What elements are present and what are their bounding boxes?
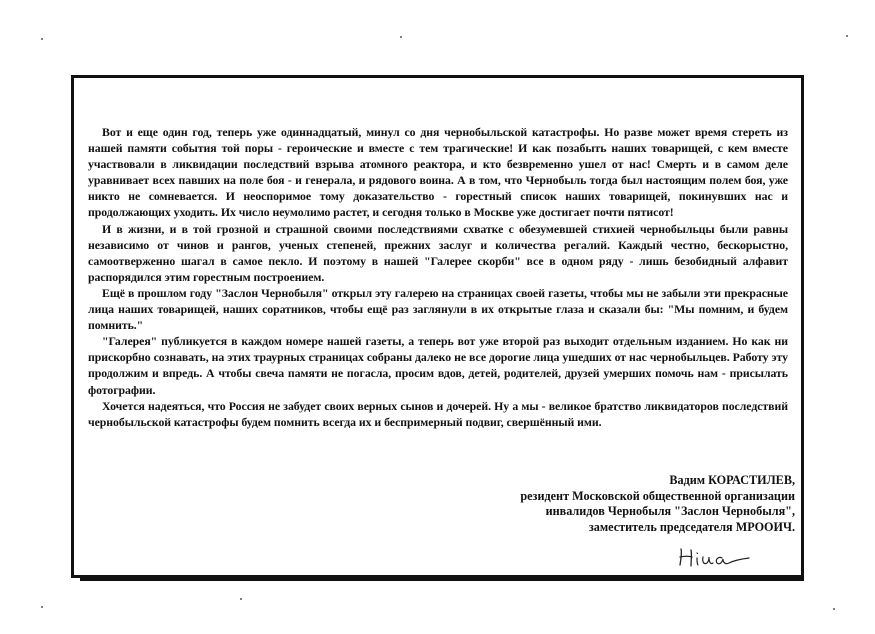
paragraph: "Галерея" публикуется в каждом номере нашей газеты, а теперь вот уже второй раз выходит отдельным изданием. Но как ни прискорбно сознавать, на этих траурных страницах собраны далеко не все дорогие лица ушедших от нас чернобыльцев. Работу эту продолжим и впредь. А чтобы свеча памяти не погасла, просим вдов, детей, родителей, друзей умерших помочь нам - присылать фотографии. bbox=[88, 334, 788, 397]
paragraph: И в жизни, и в той грозной и страшной своими последствиями схватке с обезумевшей стихией чернобыльцы были равны независимо от чинов и рангов, ученых степеней, прежних заслуг и количества регалий. Каждый честно, бескорыстно, самоотверженно шагал в самое пекло. И поэтому в нашей "Галерее скорби" все в одном ряду - лишь безобидный алфавит распорядился этим горестным построением. bbox=[88, 221, 788, 284]
scan-speck bbox=[240, 598, 242, 600]
author-title-line: инвалидов Чернобыля "Заслон Чернобыля", bbox=[545, 504, 795, 519]
author-name: Вадим КОРАСТИЛЕВ, bbox=[669, 473, 795, 487]
scan-speck bbox=[41, 606, 43, 608]
scan-speck bbox=[846, 35, 848, 37]
author-title-line: заместитель председателя МРООИЧ. bbox=[588, 519, 795, 534]
scan-speck bbox=[41, 38, 43, 40]
signature-block bbox=[435, 473, 795, 535]
author-title-line: резидент Московской общественной организации bbox=[520, 488, 795, 503]
letter-body bbox=[88, 124, 788, 430]
scan-speck bbox=[833, 608, 835, 610]
paragraph: Вот и еще один год, теперь уже одиннадцатый, минул со дня чернобыльской катастрофы. Но разве может время стереть из нашей памяти события той поры - героические и вместе с тем трагические! И как позабыть наших товарищей, с кем вместе участвовали в ликвидации последствий взрыва атомного реактора, и кто безвременно ушел от нас! Смерть и в самом деле уравнивает всех павших на поле боя - и генерала, и рядового воина. А в том, что Чернобыль тогда был настоящим полем боя, уже никто не сомневается. И неоспоримое тому доказательство - горестный список наших товарищей, покинувших нас и продолжающих уходить. Их число неумолимо растет, и сегодня только в Москве уже достигает почти пятисот! bbox=[88, 125, 788, 220]
paragraph: Хочется надеяться, что Россия не забудет своих верных сынов и дочерей. Ну а мы - великое братство ликвидаторов последствий чернобыльской катастрофы будем помнить всегда их и беспримерный подвиг, свершённый ими. bbox=[88, 398, 788, 429]
scan-speck bbox=[400, 36, 402, 38]
handwritten-signature bbox=[675, 543, 755, 569]
paragraph: Ещё в прошлом году "Заслон Чернобыля" открыл эту галерею на страницах своей газеты, чтобы мы не забыли эти прекрасные лица наших товарищей, наших соратников, чтобы ещё раз заглянули в их открытые глаза и сказали бы: "Мы помним, и будем помнить." bbox=[88, 285, 788, 333]
